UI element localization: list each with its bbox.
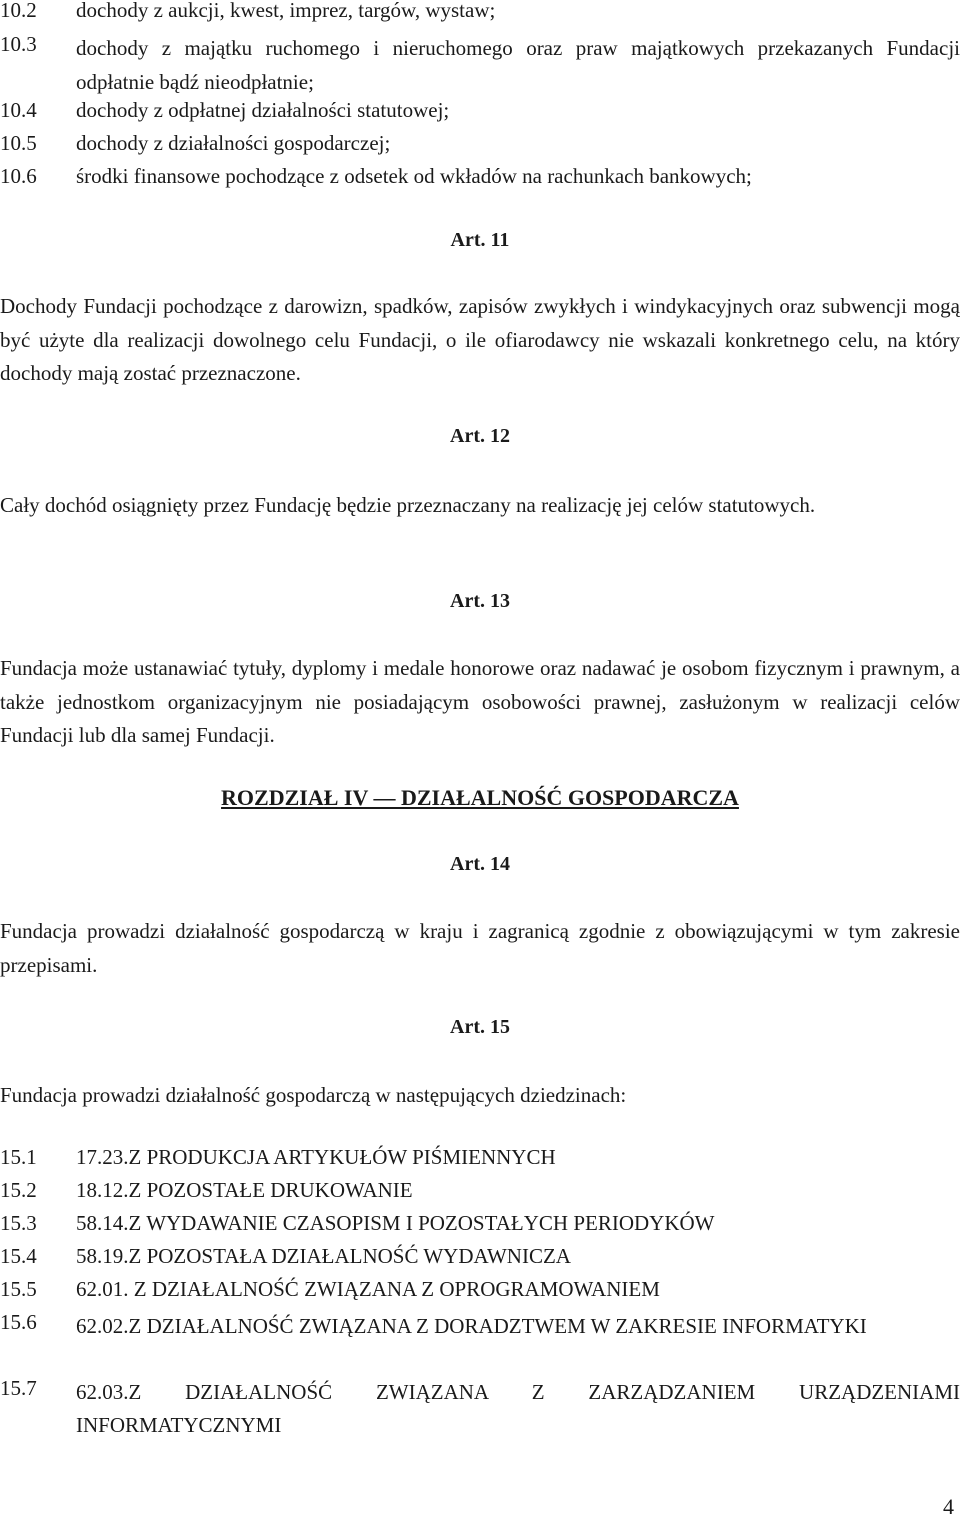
- list-item-number: 15.3: [0, 1211, 37, 1235]
- list-item-number: 15.6: [0, 1310, 37, 1334]
- list-item-text: 17.23.Z PRODUKCJA ARTYKUŁÓW PIŚMIENNYCH: [76, 1145, 556, 1169]
- list-item-text: 58.14.Z WYDAWANIE CZASOPISM I POZOSTAŁYCH PERIODYKÓW: [76, 1211, 715, 1235]
- list-item-number: 15.4: [0, 1244, 37, 1268]
- list-item-text: dochody z działalności gospodarczej;: [76, 131, 391, 155]
- article-heading: Art. 13: [450, 590, 510, 612]
- list-item-text: dochody z aukcji, kwest, imprez, targów, wystaw;: [76, 0, 496, 22]
- article-paragraph: Fundacja prowadzi działalność gospodarczą w następujących dziedzinach:: [0, 1083, 627, 1107]
- list-item-number: 10.3: [0, 32, 37, 56]
- list-item-text: środki finansowe pochodzące z odsetek od wkładów na rachunkach bankowych;: [76, 164, 752, 188]
- chapter-title: ROZDZIAŁ IV — DZIAŁALNOŚĆ GOSPODARCZA: [221, 785, 739, 810]
- article-paragraph: Dochody Fundacji pochodzące z darowizn, spadków, zapisów zwykłych i windykacyjnych oraz subwencji mogą być użyte dla realizacji dowolnego celu Fundacji, o ile ofiarodawcy nie wskazali konkretnego celu, na który dochody mają zostać przeznaczone.: [0, 294, 960, 385]
- article-paragraph: Fundacja może ustanawiać tytuły, dyplomy i medale honorowe oraz nadawać je osobom fizycznym i prawnym, a także jednostkom organizacyjnym nie posiadającym osobowości prawnej, zasłużonym w realizacji celów Fundacji lub dla samej Fundacji.: [0, 656, 960, 747]
- article-heading: Art. 12: [450, 425, 510, 447]
- page-number: 4: [943, 1494, 954, 1519]
- list-item-number: 15.5: [0, 1277, 37, 1301]
- list-item-number: 15.7: [0, 1376, 37, 1400]
- list-item-text: 18.12.Z POZOSTAŁE DRUKOWANIE: [76, 1178, 413, 1202]
- list-item-text: 58.19.Z POZOSTAŁA DZIAŁALNOŚĆ WYDAWNICZA: [76, 1244, 571, 1268]
- list-item-text: 62.03.Z DZIAŁALNOŚĆ ZWIĄZANA Z ZARZĄDZANIEM URZĄDZENIAMI INFORMATYCZNYMI: [76, 1380, 960, 1437]
- list-item-number: 15.2: [0, 1178, 37, 1202]
- article-heading: Art. 15: [450, 1016, 510, 1038]
- article-paragraph: Fundacja prowadzi działalność gospodarczą w kraju i zagranicą zgodnie z obowiązującymi w tym zakresie przepisami.: [0, 919, 960, 977]
- list-item-number: 10.6: [0, 164, 37, 188]
- list-item-number: 10.5: [0, 131, 37, 155]
- list-item-number: 10.4: [0, 98, 37, 122]
- list-item-number: 15.1: [0, 1145, 37, 1169]
- list-item-text: dochody z odpłatnej działalności statutowej;: [76, 98, 450, 122]
- article-paragraph: Cały dochód osiągnięty przez Fundację będzie przeznaczany na realizację jej celów statutowych.: [0, 493, 816, 517]
- article-heading: Art. 14: [450, 853, 510, 875]
- list-item-text: 62.02.Z DZIAŁALNOŚĆ ZWIĄZANA Z DORADZTWEM W ZAKRESIE INFORMATYKI: [76, 1314, 867, 1338]
- article-heading: Art. 11: [450, 229, 510, 251]
- list-item-number: 10.2: [0, 0, 37, 22]
- list-item-text: dochody z majątku ruchomego i nieruchomego oraz praw majątkowych przekazanych Fundacji odpłatnie bądź nieodpłatnie;: [76, 36, 960, 94]
- list-item-text: 62.01. Z DZIAŁALNOŚĆ ZWIĄZANA Z OPROGRAMOWANIEM: [76, 1277, 660, 1301]
